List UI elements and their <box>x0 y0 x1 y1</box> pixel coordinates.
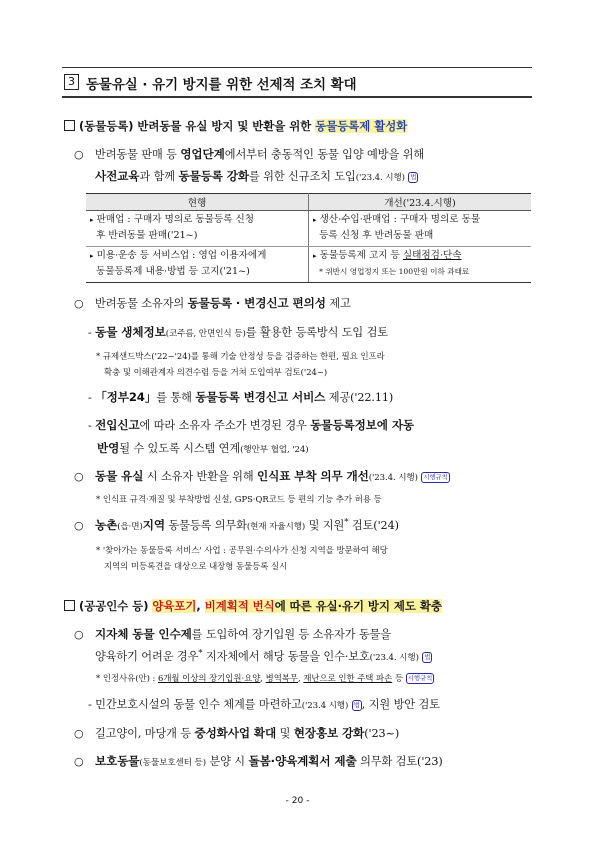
circle-bullet-icon: ○ <box>74 755 84 768</box>
regulation-tag: 시행규칙 <box>407 674 433 682</box>
note-1-line-1: * 규제샌드박스('22~'24)를 통해 기술 안정성 등을 검증하는 한편, 필요 인프라 <box>96 351 385 361</box>
circle-bullet-icon: ○ <box>74 297 84 310</box>
table-header-current: 현행 <box>86 194 309 211</box>
law-tag: 법 <box>353 701 360 709</box>
page-number: - 20 - <box>285 796 310 806</box>
table-cell: ▸ 판매업 : 구매자 명의로 동물등록 신청 후 반려동물 판매('21~) <box>86 211 309 247</box>
table-header-row <box>86 194 531 211</box>
dash-item-1: - 동물 생체정보(코주름, 안면인식 등)를 활용한 등록방식 도입 검토 <box>88 325 389 339</box>
paragraph-5-line-2: 양육하기 어려운 경우* 지자체에서 해당 동물을 인수·보호('23.4. 시행) 법 <box>95 648 431 663</box>
circle-bullet-icon: ○ <box>74 628 84 641</box>
circle-bullet-icon: ○ <box>74 470 84 483</box>
table-cell: ▸ 생산·수입·판매업 : 구매자 명의로 동물 등록 신청 후 반려동물 판매 <box>309 211 532 247</box>
checkbox-square-icon <box>64 600 75 611</box>
paragraph-7: 보호동물(동물보호센터 등) 분양 시 돌봄·양육계획서 제출 의무화 검토('23) <box>95 754 443 768</box>
dash-item-4: - 민간보호시설의 동물 인수 체계를 마련하고('23.4 시행) 법 , 지원 방안 검토 <box>88 698 440 711</box>
note-2: * 인식표 규격·재질 및 부착방법 신설, GPS·QR코드 등 편의 기능 추가 허용 등 <box>96 494 382 504</box>
note-3-line-2: 지역의 미등록견을 대상으로 내장형 동물등록 실시 <box>104 561 288 571</box>
comparison-table <box>86 193 531 283</box>
section-number: 3 <box>68 75 75 88</box>
note-1-line-2: 확충 및 이해관계자 의견수렴 등을 거쳐 도입여부 검토('24~) <box>104 367 328 377</box>
law-tag: 법 <box>424 653 431 661</box>
table-cell: ▸ 미용·운송 등 서비스업 : 영업 이용자에게 동물등록제 내용·방법 등 고지('21~) <box>86 247 309 283</box>
regulation-tag: 시행규칙 <box>423 473 448 481</box>
section-title: 동물유실 · 유기 방지를 위한 선제적 조치 확대 <box>86 78 357 93</box>
circle-bullet-icon: ○ <box>74 519 84 532</box>
paragraph-2: 반려동물 소유자의 동물등록 · 변경신고 편의성 제고 <box>95 296 351 310</box>
paragraph-1-line-1: 반려동물 판매 등 영업단계에서부터 충동적인 동물 입양 예방을 위해 <box>95 147 425 161</box>
subsection-1-heading: (동물등록) 반려동물 유실 방지 및 반환을 위한 동물등록제 활성화 <box>64 118 407 134</box>
paragraph-1-line-2: 사전교육과 함께 동물등록 강화를 위한 신규조치 도입('23.4. 시행) 법 <box>95 169 417 183</box>
note-3-line-1: * '찾아가는 동물등록 서비스' 사업 : 공무원·수의사가 신청 지역을 방문하여 해당 <box>96 545 388 555</box>
table-row <box>86 247 531 283</box>
table-header-improved: 개선('23.4.시행) <box>309 194 532 211</box>
note-4: * 인정사유(안) : 6개월 이상의 장기입원·요양, 병역복무, 재난으로 인한 주택 파손 등 시행규칙 <box>96 673 433 683</box>
paragraph-5-line-1: 지자체 동물 인수제를 도입하여 장기입원 등 소유자가 동물을 <box>95 627 391 641</box>
law-tag: 법 <box>410 173 417 181</box>
table-row <box>86 211 531 247</box>
dash-item-3-line-1: - 전입신고에 따라 소유자 주소가 변경된 경우 동물등록정보에 자동 <box>88 418 415 432</box>
circle-bullet-icon: ○ <box>74 727 84 740</box>
section-bottom-rule <box>62 96 532 98</box>
section-number-box <box>64 74 79 90</box>
section-top-rule <box>62 67 532 68</box>
table-cell: ▸ 동물등록제 고지 등 실태점검·단속 * 위반시 영업정지 또는 100만원 이하 과태료 <box>309 247 532 283</box>
subsection-2-heading: (공공인수 등) 양육포기, 비계획적 번식에 따른 유실·유기 방지 제도 확충 <box>64 598 442 614</box>
paragraph-3: 동물 유실 시 소유자 반환을 위해 인식표 부착 의무 개선('23.4. 시행) 시행규칙 <box>95 469 448 483</box>
dash-item-2: - 「정부24」를 통해 동물등록 변경신고 서비스 제공('22.11) <box>88 390 394 404</box>
checkbox-square-icon <box>64 120 75 131</box>
paragraph-4: 농촌(읍·면)지역 동물등록 의무화(현재 자율시행) 및 지원* 검토('24) <box>95 517 399 532</box>
paragraph-6: 길고양이, 마당개 등 중성화사업 확대 및 현장홍보 강화('23~) <box>95 726 400 740</box>
dash-item-3-line-2: 반영될 수 있도록 시스템 연계(행안부 협업, '24) <box>97 441 309 455</box>
circle-bullet-icon: ○ <box>74 148 84 161</box>
